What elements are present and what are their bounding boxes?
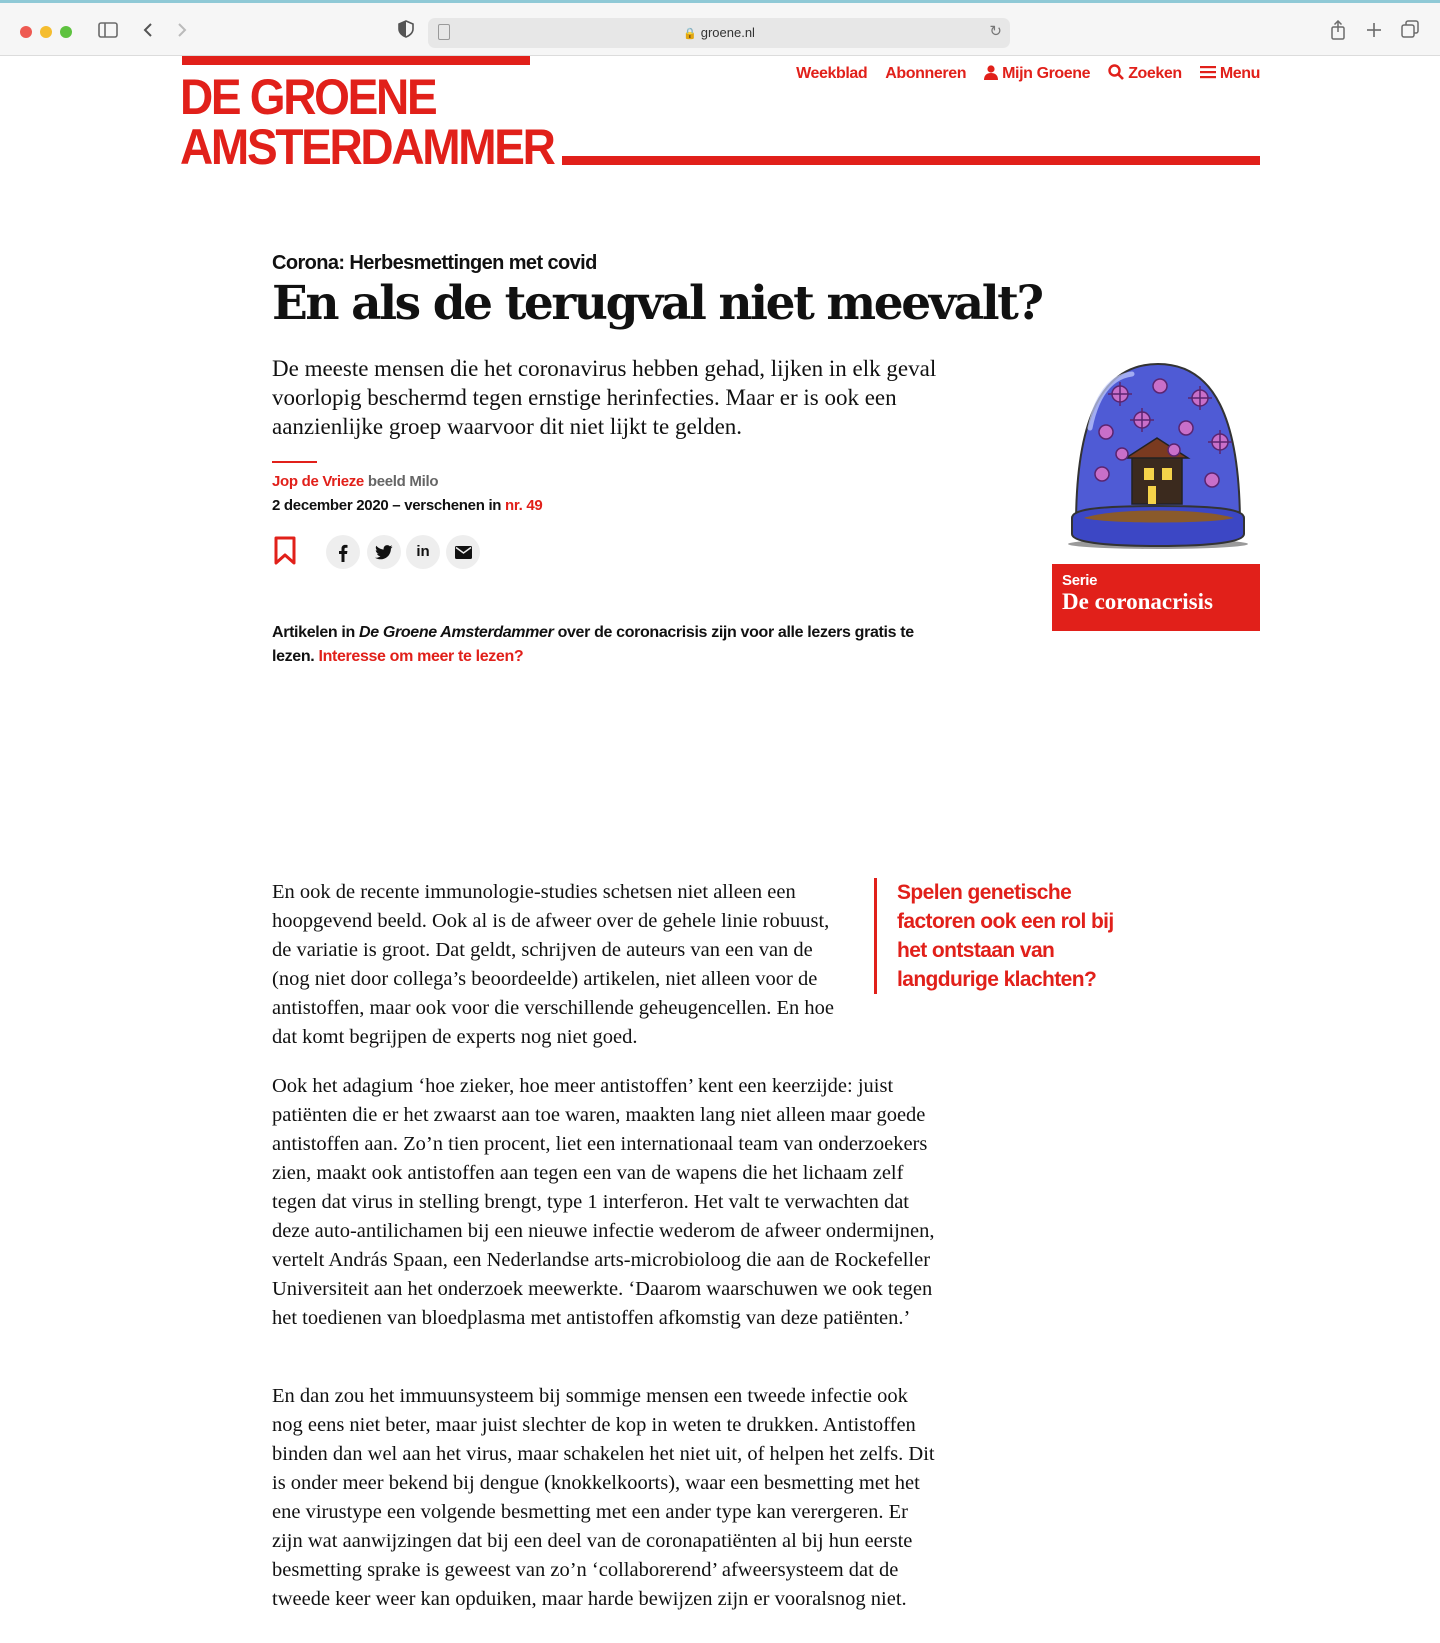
article-paragraph: En ook de recente immunologie-studies schetsen niet alleen een hoopgevend beeld. Ook al is de afweer over de gehele linie robuust, de variatie is groot. Dat geldt, schrijven de auteurs van een van de (nog niet door collega’s beoordeelde) artikelen, niet alleen voor de antistoffen, maar ook voor die verschillende geheugencellen. En hoe dat komt begrijpen de experts nog niet goed.: [272, 881, 835, 1048]
snow-globe-illustration: [1062, 358, 1258, 554]
close-window-button[interactable]: [20, 26, 32, 38]
byline: [272, 473, 438, 490]
site-logo[interactable]: [180, 69, 554, 175]
forward-icon[interactable]: [170, 20, 194, 44]
article-headline: En als de terugval niet meevalt?: [272, 276, 1042, 331]
tab-overview-icon[interactable]: [1398, 20, 1422, 44]
linkedin-share-icon[interactable]: in: [406, 535, 440, 569]
privacy-shield-icon[interactable]: [394, 20, 418, 44]
article-kicker: Corona: Herbesmettingen met covid: [272, 252, 597, 274]
browser-toolbar: [0, 0, 1440, 56]
logo-line-2: AMSTERDAMMER: [180, 119, 554, 175]
nav-menu[interactable]: Menu: [1200, 65, 1260, 83]
nav-mijn-groene[interactable]: Mijn Groene: [984, 65, 1090, 84]
lock-icon: 🔒: [683, 28, 697, 40]
twitter-share-icon[interactable]: [367, 535, 401, 569]
nav-abonneren[interactable]: Abonneren: [885, 65, 967, 82]
new-tab-icon[interactable]: [1362, 20, 1386, 44]
user-icon: [984, 65, 998, 84]
nav-zoeken[interactable]: Zoeken: [1108, 64, 1182, 84]
article-paragraph: Ook het adagium ‘hoe zieker, hoe meer antistoffen’ kent een keerzijde: juist patiënten die er het zwaarst aan toe waren, maakten lang niet alleen maar goede antistoffen aan. Zo’n tien procent, liet een internationaal team van onderzoekers zien, maakt ook antistoffen aan tegen een van de wapens die het lichaam zelf tegen dat virus in stelling brengt, type 1 interferon. Het valt te verwachten dat deze auto-antilichamen bij een nieuwe infectie wederom de afweer ondermijnen, vertelt András Spaan, een Nederlandse arts-microbioloog die aan de Rockefeller Universiteit aan het onderzoek meewerkte. ‘Daarom waarschuwen we ook tegen het toedienen van bloedplasma met antistoffen afkomstig van deze patiënten.’: [272, 1075, 935, 1329]
facebook-share-icon[interactable]: [326, 535, 360, 569]
series-box[interactable]: [1052, 564, 1260, 631]
email-share-icon[interactable]: [446, 535, 480, 569]
share-icon[interactable]: [1326, 20, 1350, 44]
minimize-window-button[interactable]: [40, 26, 52, 38]
reload-icon[interactable]: ↻: [989, 23, 1002, 40]
byline-rule: [272, 461, 317, 463]
zoom-window-button[interactable]: [60, 26, 72, 38]
article-paragraph: En dan zou het immuunsysteem bij sommige mensen een tweede infectie ook nog eens niet beter, maar juist slechter de kop in weten te drukken. Antistoffen binden dan wel aan het virus, maar schakelen het niet uit, of helpen het zelfs. Dit is onder meer bekend bij dengue (knokkelkoorts), waar een besmetting met het ene virustype een volgende besmetting met een ander type kan verergeren. Er zijn wat aanwijzingen dat bij een deel van de coronapatiënten al bij hun eerste besmetting sprake is geweest van zo’n ‘collaborerend’ afweersysteem dat de tweede keer weer kan opduiken, maar harde bewijzen zijn er vooralsnog niet.: [272, 1385, 935, 1610]
dateline: [272, 497, 542, 514]
search-icon: [1108, 64, 1124, 84]
logo-top-rule: [182, 56, 530, 65]
author-link[interactable]: Jop de Vrieze: [272, 473, 364, 490]
subscribe-interest-link[interactable]: Interesse om meer te lezen?: [318, 648, 524, 665]
main-nav: [796, 64, 1260, 84]
publication-name: De Groene Amsterdammer: [359, 624, 554, 641]
image-credit: beeld Milo: [367, 473, 439, 490]
series-title: De coronacrisis: [1062, 589, 1213, 614]
logo-line-1: DE GROENE: [180, 69, 436, 125]
issue-link[interactable]: nr. 49: [505, 497, 543, 514]
address-bar[interactable]: [428, 18, 1010, 48]
pullquote: Spelen genetische factoren ook een rol bij het ontstaan van langdurige klachten?: [874, 878, 1114, 994]
back-icon[interactable]: [136, 20, 160, 44]
bookmark-icon[interactable]: [274, 536, 296, 566]
article-lead: De meeste mensen die het coronavirus hebben gehad, lijken in elk geval voorlopig beschermd tegen ernstige herinfecties. Maar er is ook een aanzienlijke groep waarvoor dit niet lijkt te gelden.: [272, 356, 937, 439]
series-label: Serie: [1062, 572, 1098, 589]
publication-date: 2 december 2020 – verschenen in: [272, 497, 502, 514]
url-text: groene.nl: [700, 25, 755, 40]
free-access-note: Artikelen in De Groene Amsterdammer over de coronacrisis zijn voor alle lezers gratis te lezen. Interesse om meer te lezen?: [272, 624, 914, 665]
hamburger-icon: [1200, 65, 1216, 83]
nav-weekblad[interactable]: Weekblad: [796, 65, 868, 82]
header-rule: [562, 156, 1260, 165]
sidebar-toggle-icon[interactable]: [96, 20, 120, 44]
